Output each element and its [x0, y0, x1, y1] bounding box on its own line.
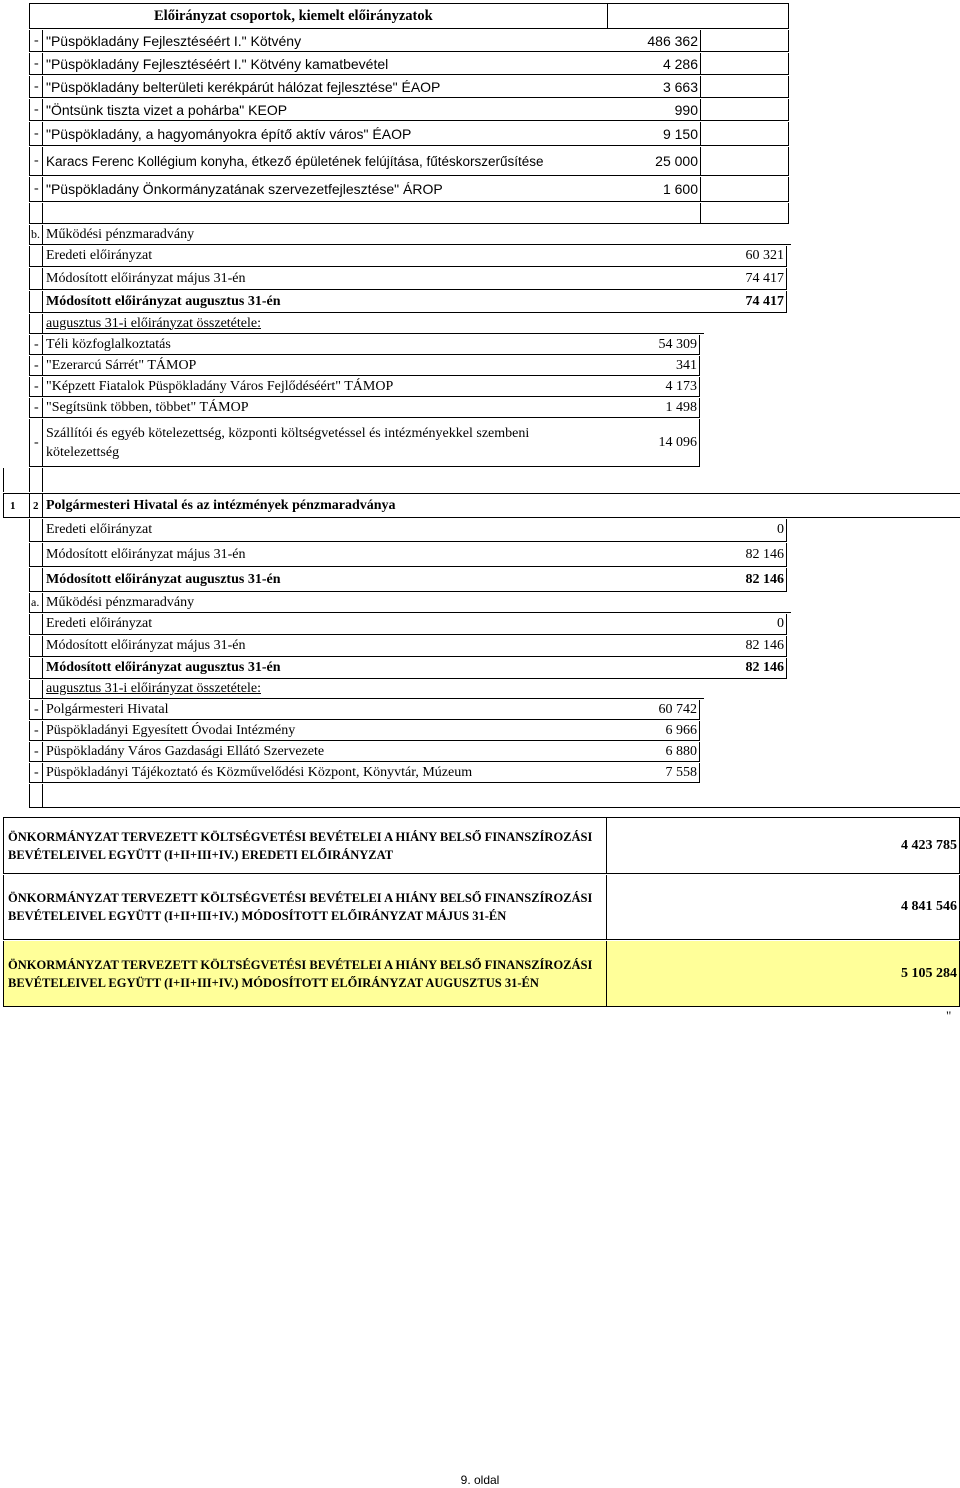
- item-value: 6 966: [602, 721, 700, 741]
- section-title: Működési pénzmaradvány: [42, 593, 791, 613]
- row-label: Módosított előirányzat augusztus 31-én: [42, 291, 704, 313]
- block1-row: [0, 99, 960, 121]
- empty-cell: [29, 468, 43, 492]
- footer-row: [0, 1472, 960, 1488]
- dash: -: [29, 398, 47, 418]
- item-row: [0, 356, 960, 376]
- empty-cell: [700, 203, 789, 224]
- block1-row: [0, 53, 960, 75]
- row-label: Eredeti előirányzat: [42, 246, 704, 267]
- composition-label: augusztus 31-i előirányzat összetétele:: [46, 681, 261, 696]
- item-text: "Képzett Fiatalok Püspökladány Város Fejlődéséért" TÁMOP: [42, 377, 606, 397]
- row-value: 60 321: [700, 246, 787, 267]
- block1-row: [0, 122, 960, 146]
- item-text: Polgármesteri Hivatal: [42, 700, 606, 720]
- row-label: Módosított előirányzat május 31-én: [42, 636, 704, 657]
- empty-cell: [42, 203, 701, 224]
- dash: -: [29, 721, 47, 741]
- empty-cell: [29, 314, 43, 334]
- row-text: "Püspökladány Önkormányzatának szervezetfejlesztése" ÁROP: [42, 177, 606, 202]
- total-row-majus: [0, 875, 960, 940]
- total-value: 5 105 284: [606, 941, 960, 1007]
- spacer-row: [0, 203, 960, 224]
- row-value: 4 286: [602, 53, 700, 75]
- page-footer: 9. oldal: [460, 1473, 500, 1487]
- item-text: Püspökladányi Egyesített Óvodai Intézmény: [42, 721, 606, 741]
- total-row-augusztus: [0, 941, 960, 1007]
- item-value: 1 498: [602, 398, 700, 418]
- item-value: 7 558: [602, 763, 700, 783]
- item-value: 341: [602, 356, 700, 376]
- dash: -: [29, 335, 47, 355]
- empty-cell: [29, 568, 43, 592]
- row-text: "Püspökladány belterületi kerékpárút hálózat fejlesztése" ÉAOP: [42, 76, 606, 98]
- row-value: 0: [700, 519, 787, 542]
- header-row: [0, 3, 960, 29]
- item-row: [0, 721, 960, 741]
- row-label: Módosított előirányzat május 31-én: [42, 268, 704, 290]
- stray-mark: ": [946, 1008, 952, 1023]
- empty-cell: [42, 468, 960, 492]
- section-letter: b.: [29, 225, 44, 245]
- row-value: 486 362: [602, 30, 700, 52]
- empty-cell: [29, 291, 43, 313]
- empty-cell: [29, 268, 43, 290]
- eredeti-row: [0, 519, 960, 542]
- stray-mark-row: [0, 1008, 960, 1026]
- row-text: "Püspökladány Fejlesztéséért I." Kötvény kamatbevétel: [42, 53, 606, 75]
- item-row: [0, 377, 960, 397]
- augusztus-row: [0, 291, 960, 313]
- augusztus-row: [0, 658, 960, 679]
- spacer-row: [0, 468, 960, 492]
- row-value: 3 663: [602, 76, 700, 98]
- empty-cell: [29, 680, 43, 699]
- item-text: "Ezerarcú Sárrét" TÁMOP: [42, 356, 606, 376]
- row-label: Eredeti előirányzat: [42, 519, 704, 542]
- item-value: 4 173: [602, 377, 700, 397]
- total-row-eredeti: [0, 817, 960, 874]
- empty-cell: [700, 76, 789, 98]
- augusztus-row: [0, 568, 960, 592]
- item-value: 6 880: [602, 742, 700, 762]
- total-value: 4 423 785: [606, 817, 960, 874]
- block1-row: [0, 30, 960, 52]
- dash: -: [29, 177, 47, 202]
- item-row: [0, 742, 960, 762]
- majus-row: [0, 636, 960, 657]
- empty-cell: [700, 122, 789, 146]
- row-value: 25 000: [602, 147, 700, 176]
- dash: -: [29, 763, 47, 783]
- dash: -: [29, 99, 47, 121]
- row-value: 1 600: [602, 177, 700, 202]
- empty-cell: [29, 203, 43, 224]
- row-value: 990: [602, 99, 700, 121]
- row-value: 9 150: [602, 122, 700, 146]
- eredeti-row: [0, 614, 960, 635]
- row-label: Eredeti előirányzat: [42, 614, 704, 635]
- item-text: Téli közfoglalkoztatás: [42, 335, 606, 355]
- row-value: 82 146: [700, 636, 787, 657]
- item-text: Szállítói és egyéb kötelezettség, központi költségvetéssel és intézményekkel szembeni kötelezettség: [42, 419, 602, 467]
- row-label: Módosított előirányzat augusztus 31-én: [42, 658, 704, 679]
- dash: -: [29, 30, 47, 52]
- empty-cell: [29, 543, 43, 567]
- empty-cell: [700, 99, 789, 121]
- dash: -: [29, 377, 47, 397]
- row-text: "Püspökladány, a hagyományokra építő aktív város" ÉAOP: [42, 122, 606, 146]
- total-label: ÖNKORMÁNYZAT TERVEZETT KÖLTSÉGVETÉSI BEVÉTELEI A HIÁNY BELSŐ FINANSZÍROZÁSI BEVÉTELEIVEL EGYÜTT (I+II+III+IV.) MÓDOSÍTOTT ELŐIRÁNYZAT AUGUSZTUS 31-ÉN: [3, 941, 606, 1007]
- item-row: [0, 398, 960, 418]
- row-label: Módosított előirányzat augusztus 31-én: [42, 568, 704, 592]
- item-row: [0, 335, 960, 355]
- total-label: ÖNKORMÁNYZAT TERVEZETT KÖLTSÉGVETÉSI BEVÉTELEI A HIÁNY BELSŐ FINANSZÍROZÁSI BEVÉTELEIVEL EGYÜTT (I+II+III+IV.) EREDETI ELŐIRÁNYZAT: [3, 817, 606, 874]
- item-value: 60 742: [602, 700, 700, 720]
- row-value: 74 417: [700, 268, 787, 290]
- spacer-row: [0, 784, 960, 808]
- block1-row: [0, 76, 960, 98]
- empty-cell: [700, 53, 789, 75]
- block1-row: [0, 177, 960, 202]
- section-a-title-row: [0, 593, 960, 613]
- majus-row: [0, 268, 960, 290]
- row-text: "Öntsünk tiszta vizet a pohárba" KEOP: [42, 99, 606, 121]
- row-text: "Püspökladány Fejlesztéséért I." Kötvény: [42, 30, 606, 52]
- section-title: Polgármesteri Hivatal és az intézmények pénzmaradványa: [42, 493, 960, 518]
- composition-row: [0, 680, 960, 699]
- composition-row: [0, 314, 960, 334]
- empty-cell: [29, 614, 43, 635]
- empty-cell: [29, 658, 43, 679]
- row-label: Módosított előirányzat május 31-én: [42, 543, 704, 567]
- row-value: 82 146: [700, 658, 787, 679]
- dash: -: [29, 147, 47, 176]
- header-title: Előirányzat csoportok, kiemelt előirányzatok: [29, 3, 607, 29]
- empty-cell: [700, 177, 789, 202]
- empty-cell: [700, 30, 789, 52]
- empty-cell: [700, 147, 789, 176]
- section-2-title-row: [0, 493, 960, 518]
- row-value: 82 146: [700, 543, 787, 567]
- dash: -: [29, 122, 47, 146]
- empty-cell: [29, 636, 43, 657]
- majus-row: [0, 543, 960, 567]
- dash: -: [29, 419, 47, 467]
- empty-cell: [29, 246, 43, 267]
- item-row: [0, 700, 960, 720]
- item-value: 14 096: [602, 419, 700, 467]
- composition-label-cell: [42, 680, 704, 699]
- eredeti-row: [0, 246, 960, 267]
- composition-label-cell: [42, 314, 704, 334]
- row-value: 0: [700, 614, 787, 635]
- dash: -: [29, 742, 47, 762]
- dash: -: [29, 53, 47, 75]
- empty-cell: [42, 784, 960, 808]
- total-value: 4 841 546: [606, 875, 960, 940]
- header-value-cell: [607, 3, 789, 29]
- composition-label: augusztus 31-i előirányzat összetétele:: [46, 315, 261, 331]
- total-label: ÖNKORMÁNYZAT TERVEZETT KÖLTSÉGVETÉSI BEVÉTELEI A HIÁNY BELSŐ FINANSZÍROZÁSI BEVÉTELEIVEL EGYÜTT (I+II+III+IV.) MÓDOSÍTOTT ELŐIRÁNYZAT MÁJUS 31-ÉN: [3, 875, 606, 940]
- section-title: Működési pénzmaradvány: [42, 225, 791, 245]
- section-letter: a.: [29, 593, 44, 613]
- empty-cell: [29, 784, 43, 808]
- dash: -: [29, 356, 47, 376]
- block1-row: [0, 147, 960, 176]
- section-num-2: 2: [29, 493, 46, 518]
- item-value: 54 309: [602, 335, 700, 355]
- empty-cell: [29, 519, 43, 542]
- dash: -: [29, 700, 47, 720]
- item-row: [0, 763, 960, 783]
- row-text: Karacs Ferenc Kollégium konyha, étkező épületének felújítása, fűtéskorszerűsítése: [42, 147, 606, 176]
- row-value: 82 146: [700, 568, 787, 592]
- item-row: [0, 419, 960, 467]
- item-text: Püspökladányi Tájékoztató és Közművelődési Központ, Könyvtár, Múzeum: [42, 763, 606, 783]
- item-text: Püspökladány Város Gazdasági Ellátó Szervezete: [42, 742, 606, 762]
- section-num-1: 1: [3, 493, 36, 518]
- dash: -: [29, 76, 47, 98]
- item-text: "Segítsünk többen, többet" TÁMOP: [42, 398, 606, 418]
- section-b-title-row: [0, 225, 960, 245]
- row-value: 74 417: [700, 291, 787, 313]
- empty-cell: [3, 468, 30, 492]
